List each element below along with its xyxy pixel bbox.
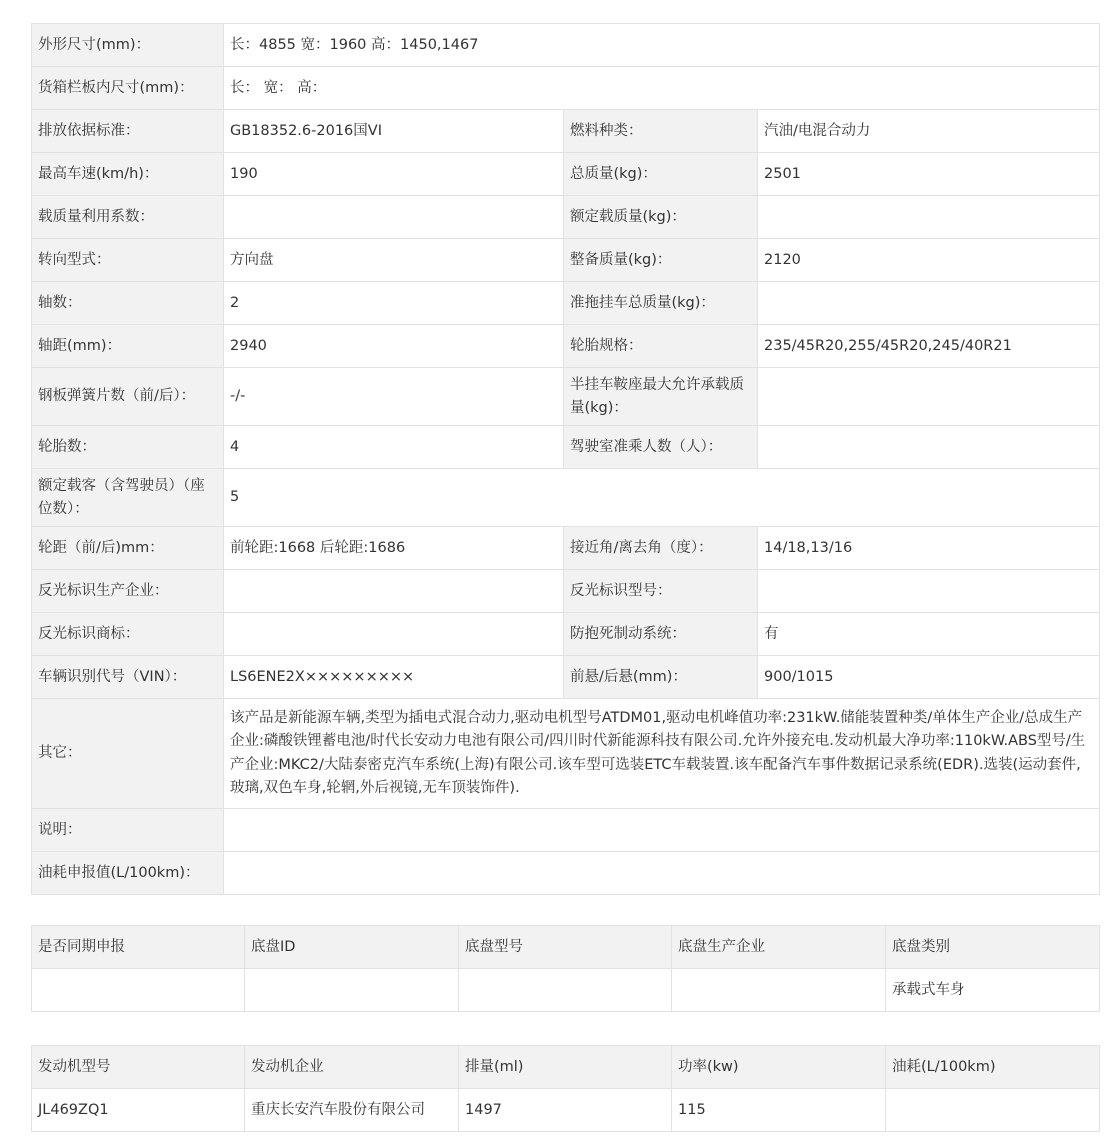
spec-row xyxy=(32,239,1100,282)
spec-value: 2 xyxy=(224,282,564,325)
engine-table xyxy=(31,1045,1100,1132)
spec-row xyxy=(32,110,1100,153)
spec-label: 整备质量(kg)： xyxy=(564,239,758,282)
column-header: 底盘ID xyxy=(245,926,459,969)
spec-value xyxy=(224,570,564,613)
spec-row xyxy=(32,153,1100,196)
spec-value: 2120 xyxy=(758,239,1100,282)
spec-row xyxy=(32,613,1100,656)
spec-value xyxy=(758,282,1100,325)
spec-label: 轮距（前/后)mm： xyxy=(32,527,224,570)
spec-value: 235/45R20,255/45R20,245/40R21 xyxy=(758,325,1100,368)
spec-label: 轴数： xyxy=(32,282,224,325)
spec-row xyxy=(32,282,1100,325)
spec-label: 说明： xyxy=(32,809,224,852)
spec-value xyxy=(224,852,1100,895)
spec-value: 长：4855 宽：1960 高：1450,1467 xyxy=(224,24,1100,67)
spec-label: 钢板弹簧片数（前/后）： xyxy=(32,368,224,426)
table-row xyxy=(32,969,1100,1012)
spec-label: 反光标识商标： xyxy=(32,613,224,656)
column-header: 底盘型号 xyxy=(459,926,672,969)
spec-value: 5 xyxy=(224,469,1100,527)
engine-header-row xyxy=(32,1046,1100,1089)
spec-label: 轮胎规格： xyxy=(564,325,758,368)
table-cell: JL469ZQ1 xyxy=(32,1089,245,1132)
spec-label: 反光标识型号： xyxy=(564,570,758,613)
spec-label: 准拖挂车总质量(kg)： xyxy=(564,282,758,325)
spec-value: 14/18,13/16 xyxy=(758,527,1100,570)
table-cell xyxy=(32,969,245,1012)
spec-value: 有 xyxy=(758,613,1100,656)
spec-row xyxy=(32,656,1100,699)
spec-row xyxy=(32,368,1100,426)
spec-label: 半挂车鞍座最大允许承载质量(kg)： xyxy=(564,368,758,426)
spec-label: 额定载客（含驾驶员）（座位数）： xyxy=(32,469,224,527)
spec-row xyxy=(32,426,1100,469)
spec-label: 油耗申报值(L/100km)： xyxy=(32,852,224,895)
spec-value: 该产品是新能源车辆,类型为插电式混合动力,驱动电机型号ATDM01,驱动电机峰值功率:231kW.储能装置种类/单体生产企业/总成生产企业:磷酸铁锂蓄电池/时代长安动力电池有限公司/四川时代新能源科技有限公司.允许外接充电.发动机最大净功率:110kW.ABS型号/生产企业:MKC2/大陆泰密克汽车系统(上海)有限公司.该车型可选装ETC车载装置.该车配备汽车事件数据记录系统(EDR).选装(运动套件,玻璃,双色车身,轮辋,外后视镜,无车顶装饰件). xyxy=(224,699,1100,809)
table-cell: 1497 xyxy=(459,1089,672,1132)
spec-label: 货箱栏板内尺寸(mm)： xyxy=(32,67,224,110)
spec-value: 方向盘 xyxy=(224,239,564,282)
spec-value: 汽油/电混合动力 xyxy=(758,110,1100,153)
table-cell: 承载式车身 xyxy=(886,969,1100,1012)
spec-row-capacity xyxy=(32,469,1100,527)
spec-value: 900/1015 xyxy=(758,656,1100,699)
spec-label: 总质量(kg)： xyxy=(564,153,758,196)
spec-label: 最高车速(km/h)： xyxy=(32,153,224,196)
table-cell: 重庆长安汽车股份有限公司 xyxy=(245,1089,459,1132)
vehicle-spec-table xyxy=(31,23,1100,895)
spec-row xyxy=(32,570,1100,613)
spec-label: 防抱死制动系统： xyxy=(564,613,758,656)
spec-row-other xyxy=(32,699,1100,809)
spec-label: 排放依据标准： xyxy=(32,110,224,153)
spec-value xyxy=(224,809,1100,852)
spec-label: 车辆识别代号（VIN）： xyxy=(32,656,224,699)
spec-label: 接近角/离去角（度）： xyxy=(564,527,758,570)
spec-label: 轴距(mm)： xyxy=(32,325,224,368)
spec-label: 额定载质量(kg)： xyxy=(564,196,758,239)
spec-row-note xyxy=(32,809,1100,852)
spec-row xyxy=(32,325,1100,368)
spec-label: 前悬/后悬(mm)： xyxy=(564,656,758,699)
chassis-header-row xyxy=(32,926,1100,969)
spec-row xyxy=(32,527,1100,570)
table-cell xyxy=(459,969,672,1012)
table-cell xyxy=(886,1089,1100,1132)
table-row xyxy=(32,1089,1100,1132)
column-header: 底盘类别 xyxy=(886,926,1100,969)
spec-value: 4 xyxy=(224,426,564,469)
column-header: 底盘生产企业 xyxy=(672,926,886,969)
spec-row-cargo-box xyxy=(32,67,1100,110)
spec-row-dimensions xyxy=(32,24,1100,67)
spec-label: 轮胎数： xyxy=(32,426,224,469)
spec-value: 2940 xyxy=(224,325,564,368)
spec-label: 驾驶室准乘人数（人）： xyxy=(564,426,758,469)
column-header: 油耗(L/100km) xyxy=(886,1046,1100,1089)
spec-value: 前轮距:1668 后轮距:1686 xyxy=(224,527,564,570)
table-cell xyxy=(672,969,886,1012)
column-header: 排量(ml) xyxy=(459,1046,672,1089)
table-cell xyxy=(245,969,459,1012)
spec-label: 外形尺寸(mm)： xyxy=(32,24,224,67)
column-header: 发动机型号 xyxy=(32,1046,245,1089)
chassis-table xyxy=(31,925,1100,1012)
spec-value: -/- xyxy=(224,368,564,426)
spec-value: LS6ENE2X××××××××× xyxy=(224,656,564,699)
spec-row xyxy=(32,196,1100,239)
column-header: 是否同期申报 xyxy=(32,926,245,969)
spec-label: 反光标识生产企业： xyxy=(32,570,224,613)
spec-value xyxy=(224,613,564,656)
spec-value xyxy=(224,196,564,239)
column-header: 功率(kw) xyxy=(672,1046,886,1089)
spec-label: 转向型式： xyxy=(32,239,224,282)
spec-row-fuel xyxy=(32,852,1100,895)
spec-value xyxy=(758,426,1100,469)
spec-value: 2501 xyxy=(758,153,1100,196)
spec-value xyxy=(758,368,1100,426)
spec-value: 190 xyxy=(224,153,564,196)
table-cell: 115 xyxy=(672,1089,886,1132)
spec-value: 长： 宽： 高： xyxy=(224,67,1100,110)
spec-label: 载质量利用系数： xyxy=(32,196,224,239)
spec-value xyxy=(758,570,1100,613)
spec-label: 燃料种类： xyxy=(564,110,758,153)
spec-label: 其它： xyxy=(32,699,224,809)
spec-value: GB18352.6-2016国VI xyxy=(224,110,564,153)
spec-value xyxy=(758,196,1100,239)
column-header: 发动机企业 xyxy=(245,1046,459,1089)
